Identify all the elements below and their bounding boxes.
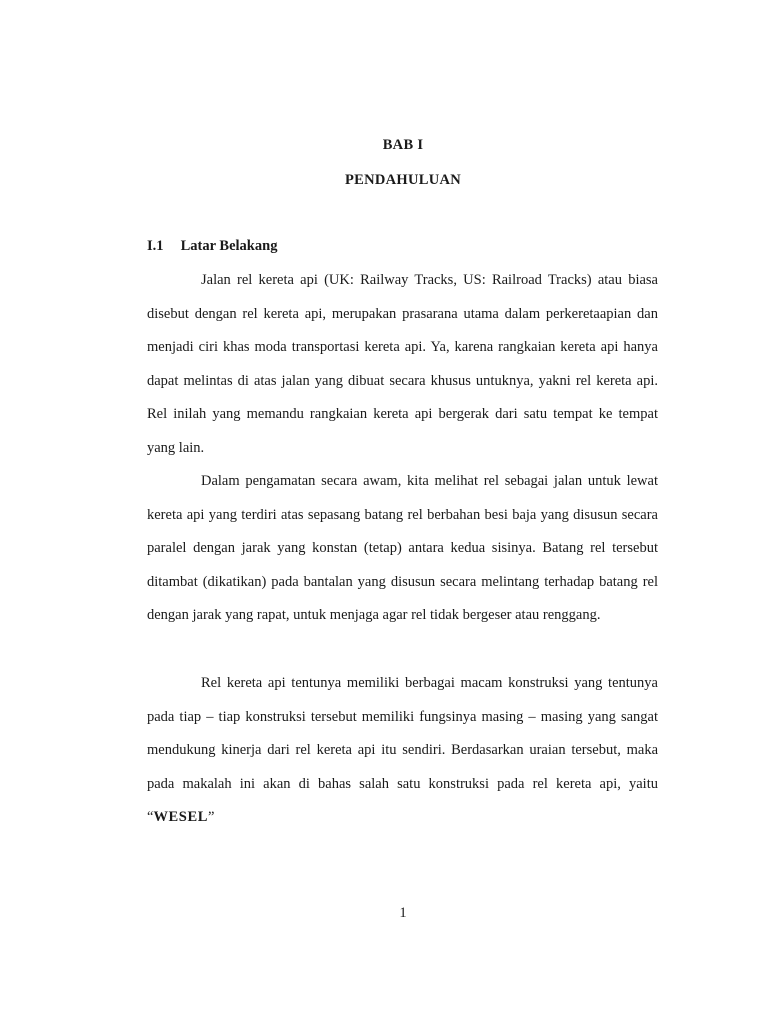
chapter-title: PENDAHULUAN	[344, 172, 462, 188]
chapter-number: BAB I	[382, 137, 424, 153]
page-number: 1	[399, 905, 407, 921]
paragraph-text: Dalam pengamatan secara awam, kita melihat rel sebagai jalan untuk lewat kereta api yang terdiri atas sepasang batang rel berbahan besi baja yang disusun secara paralel dengan jarak yang konstan (tetap) antara kedua sisinya. Batang rel tersebut ditambat (dikatikan) pada bantalan yang disusun secara melintang terhadap batang rel dengan jarak yang rapat, untuk menjaga agar rel tidak bergeser atau renggang.	[147, 473, 658, 623]
section-number: I.1	[147, 238, 164, 254]
emphasized-term: WESEL	[153, 809, 209, 825]
section-heading	[147, 238, 277, 255]
paragraph-text: Rel kereta api tentunya memiliki berbagai macam konstruksi yang tentunya pada tiap – tiap konstruksi tersebut memiliki fungsinya masing – masing yang sangat mendukung kinerja dari rel kereta api itu sendiri. Berdasarkan uraian tersebut, maka pada makalah ini akan di bahas salah satu konstruksi pada rel kereta api, yaitu “	[147, 675, 658, 825]
section-title: Latar Belakang	[180, 238, 278, 254]
paragraph-text: Jalan rel kereta api (UK: Railway Tracks, US: Railroad Tracks) atau biasa disebut dengan rel kereta api, merupakan prasarana utama dalam perkeretaapian dan menjadi ciri khas moda transportasi kereta api. Ya, karena rangkaian kereta api hanya dapat melintas di atas jalan yang dibuat secara khusus untuknya, yakni rel kereta api. Rel inilah yang memandu rangkaian kereta api bergerak dari satu tempat ke tempat yang lain.	[147, 272, 658, 456]
closing-quote: ”	[208, 809, 215, 825]
body-paragraph	[147, 667, 658, 835]
body-paragraph	[147, 465, 658, 633]
body-paragraph	[147, 264, 658, 465]
